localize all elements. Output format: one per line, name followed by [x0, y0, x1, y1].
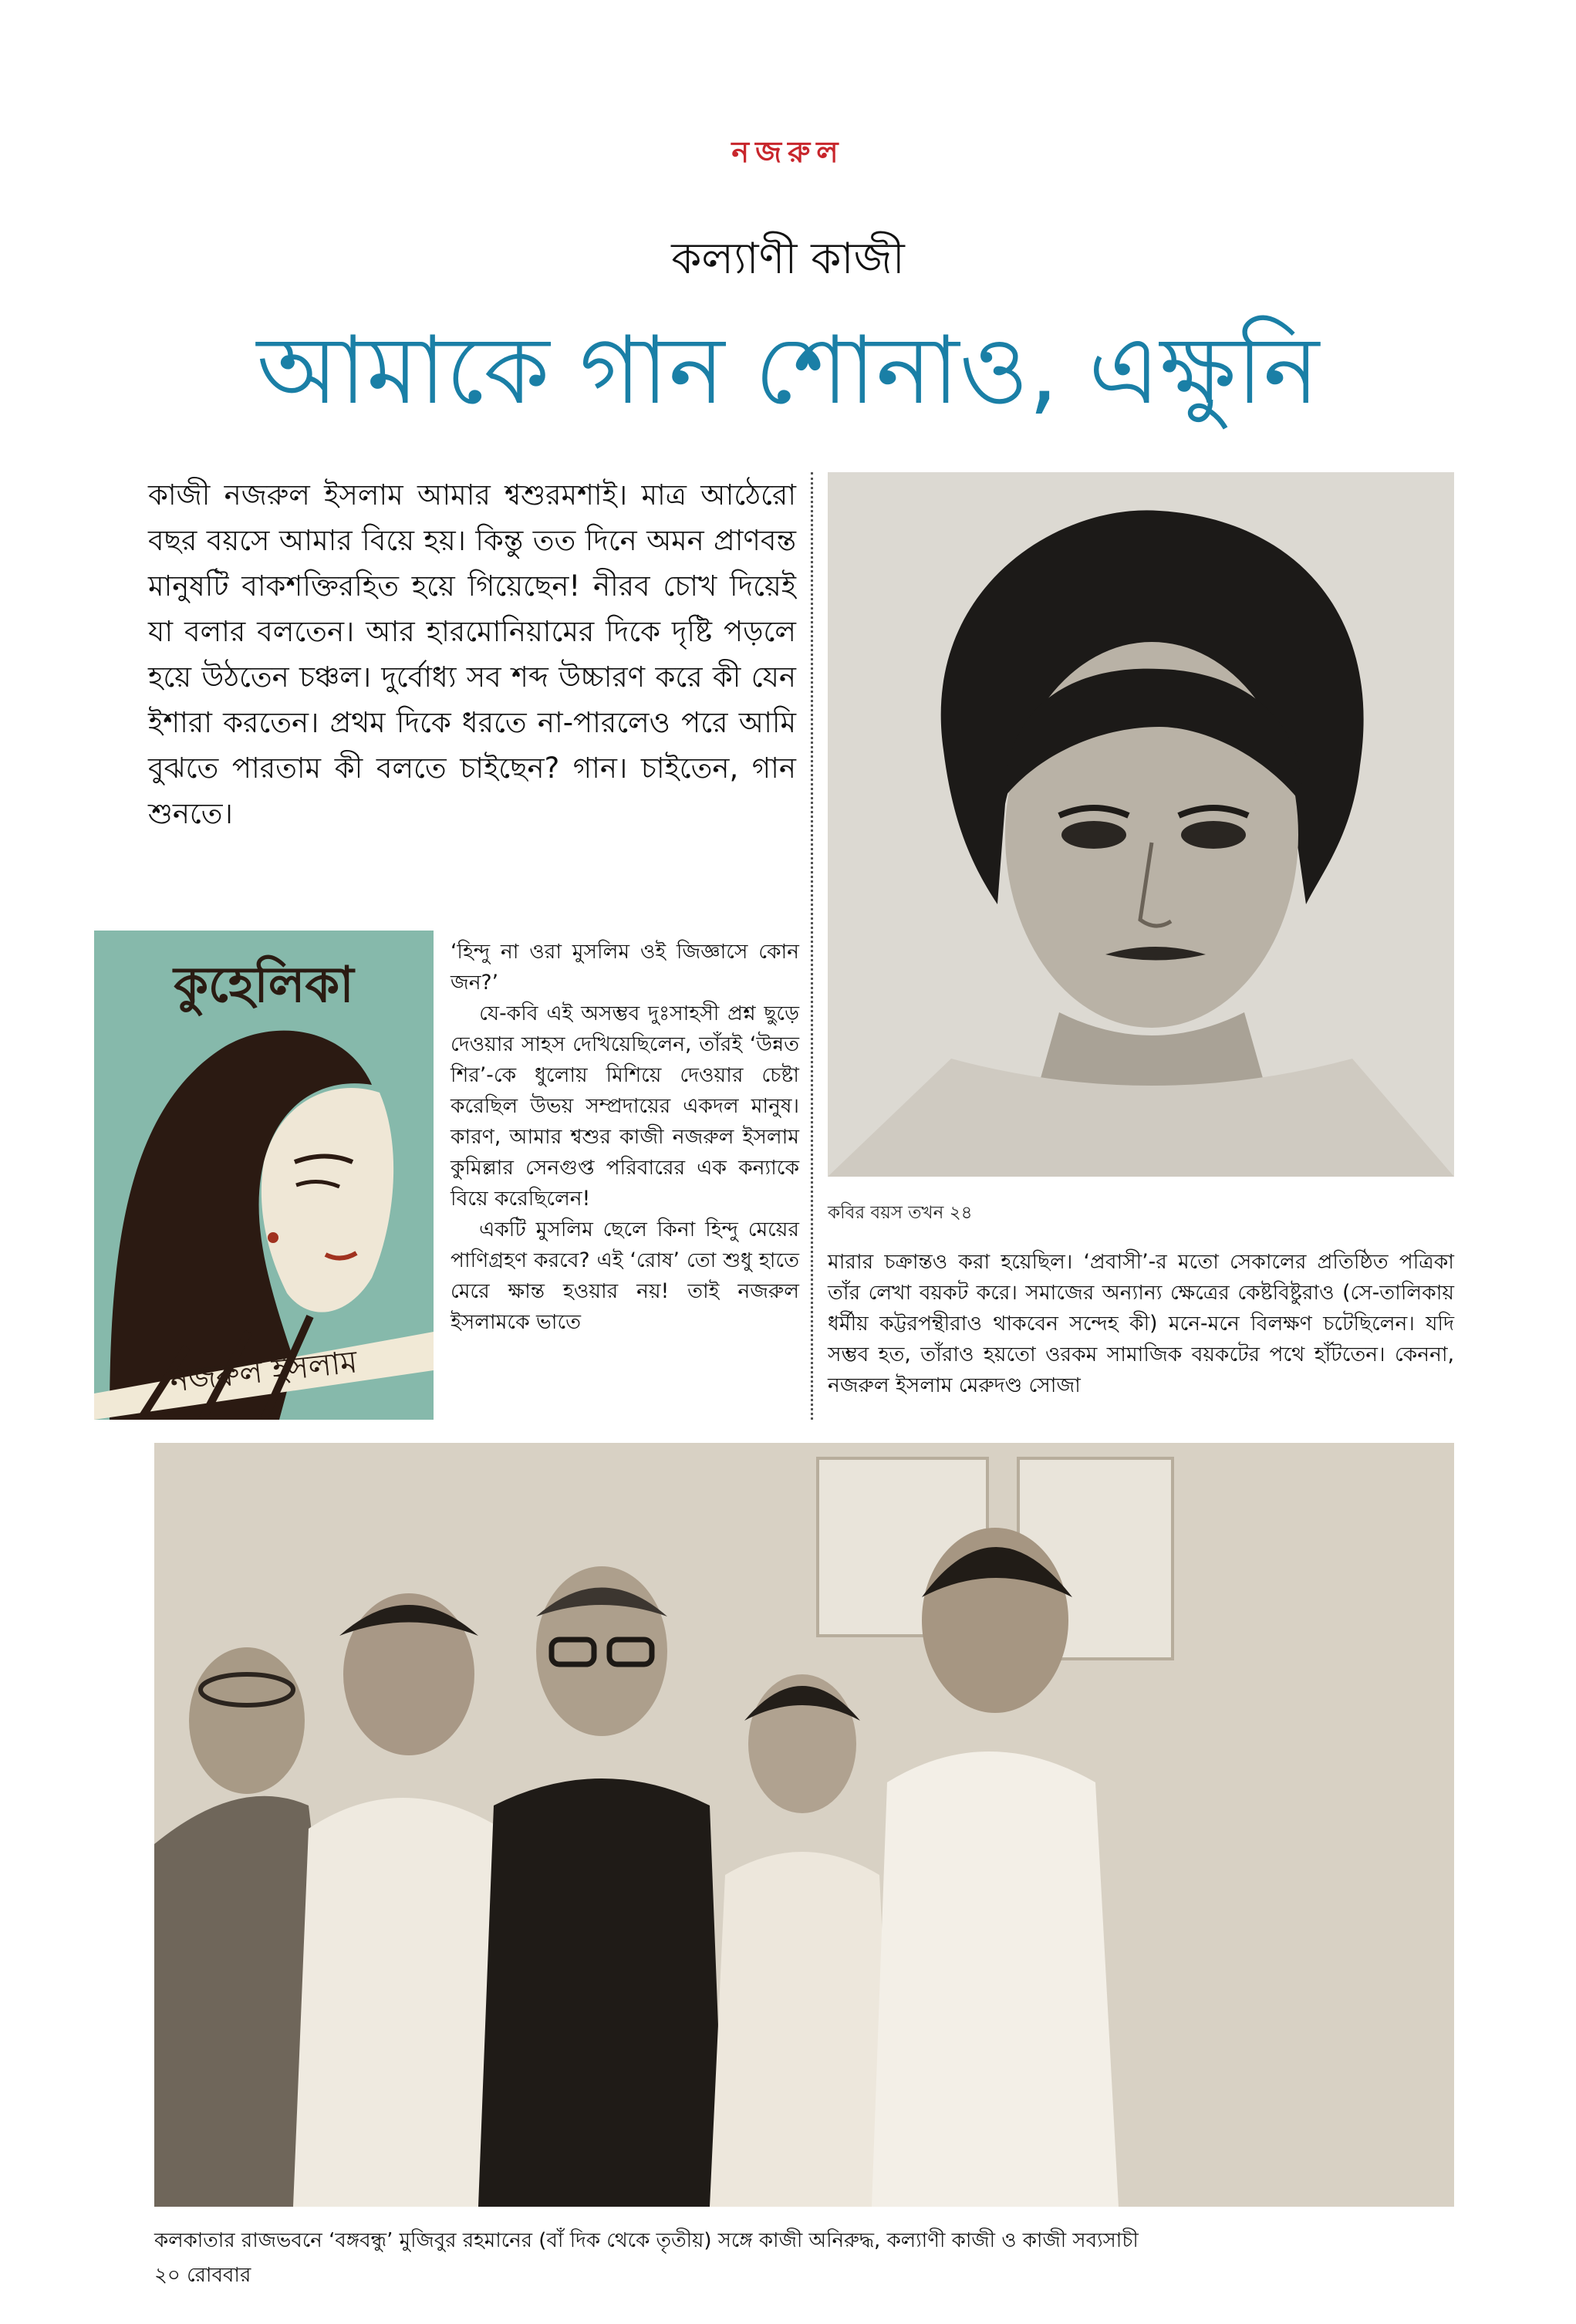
- body-paragraph: একটি মুসলিম ছেলে কিনা হিন্দু মেয়ের পাণিগ্রহণ করবে? এই ‘রোষ’ তো শুধু হাতে মেরে ক্ষান্ত হওয়ার নয়! তাই নজরুল ইসলামকে ভাতে: [451, 1218, 799, 1334]
- body-column-middle: [451, 937, 799, 1338]
- group-photo: [154, 1443, 1454, 2207]
- poet-portrait-photo: [828, 472, 1454, 1177]
- article-headline: আমাকে গান শোনাও, এক্ষুনি: [256, 316, 1320, 425]
- body-paragraph: মারার চক্রান্তও করা হয়েছিল। ‘প্রবাসী’-র মতো সেকালের প্রতিষ্ঠিত পত্রিকা তাঁর লেখা বয়কট করে। সমাজের অন্যান্য ক্ষেত্রের কেষ্টবিষ্টুরাও (সে-তালিকায় ধর্মীয় কট্টরপন্থীরাও থাকবেন সন্দেহ কী) মনে-মনে বিলক্ষণ চটেছিলেন। যদি সম্ভব হত, তাঁরাও হয়তো ওরকম সামাজিক বয়কটের পথে হাঁটতেন। কেননা, নজরুল ইসলাম মেরুদণ্ড সোজা: [828, 1250, 1454, 1397]
- page-folio: ২০ রোববার: [154, 2264, 251, 2287]
- group-photo-illustration: [154, 1443, 1454, 2207]
- book-title: কুহেলিকা: [174, 957, 354, 1014]
- intro-text: কাজী নজরুল ইসলাম আমার শ্বশুরমশাই। মাত্র আঠেরো বছর বয়সে আমার বিয়ে হয়। কিন্তু তত দিনে অমন প্রাণবন্ত মানুষটি বাকশক্তিরহিত হয়ে গিয়েছেন! নীরব চোখ দিয়েই যা বলার বলতেন। আর হারমোনিয়ামের দিকে দৃষ্টি পড়লে হয়ে উঠতেন চঞ্চল। দুর্বোধ্য সব শব্দ উচ্চারণ করে কী যেন ইশারা করতেন। প্রথম দিকে ধরতে না-পারলেও পরে আমি বুঝতে পারতাম কী বলতে চাইছেন? গান। চাইতেন, গান শুনতে।: [148, 478, 796, 830]
- group-photo-caption: কলকাতার রাজভবনে ‘বঙ্গবন্ধু’ মুজিবুর রহমানের (বাঁ দিক থেকে তৃতীয়) সঙ্গে কাজী অনিরুদ্ধ, কল্যাণী কাজী ও কাজী সব্যসাচী: [154, 2229, 1139, 2252]
- body-paragraph: যে-কবি এই অসম্ভব দুঃসাহসী প্রশ্ন ছুড়ে দেওয়ার সাহস দেখিয়েছিলেন, তাঁরই ‘উন্নত শির’-কে ধুলোয় মিশিয়ে দেওয়ার চেষ্টা করেছিল উভয় সম্প্রদায়ের একদল মানুষ। কারণ, আমার শ্বশুর কাজী নজরুল ইসলাম কুমিল্লার সেনগুপ্ত পরিবারের এক কন্যাকে বিয়ে করেছিলেন!: [451, 1002, 799, 1211]
- body-column-right: [828, 1247, 1454, 1401]
- portrait-illustration: [828, 472, 1454, 1177]
- portrait-caption: কবির বয়স তখন ২৪: [828, 1203, 973, 1223]
- section-label: নজরুল: [731, 135, 845, 169]
- poem-quote: ‘হিন্দু না ওরা মুসলিম ওই জিজ্ঞাসে কোন জন?’: [451, 940, 799, 995]
- intro-paragraph: [148, 472, 796, 836]
- book-cover-image: [94, 931, 434, 1420]
- author-byline: কল্যাণী কাজী: [671, 234, 905, 284]
- book-author: নজরুল ইসলাম: [168, 1344, 359, 1400]
- column-divider: [811, 472, 813, 1420]
